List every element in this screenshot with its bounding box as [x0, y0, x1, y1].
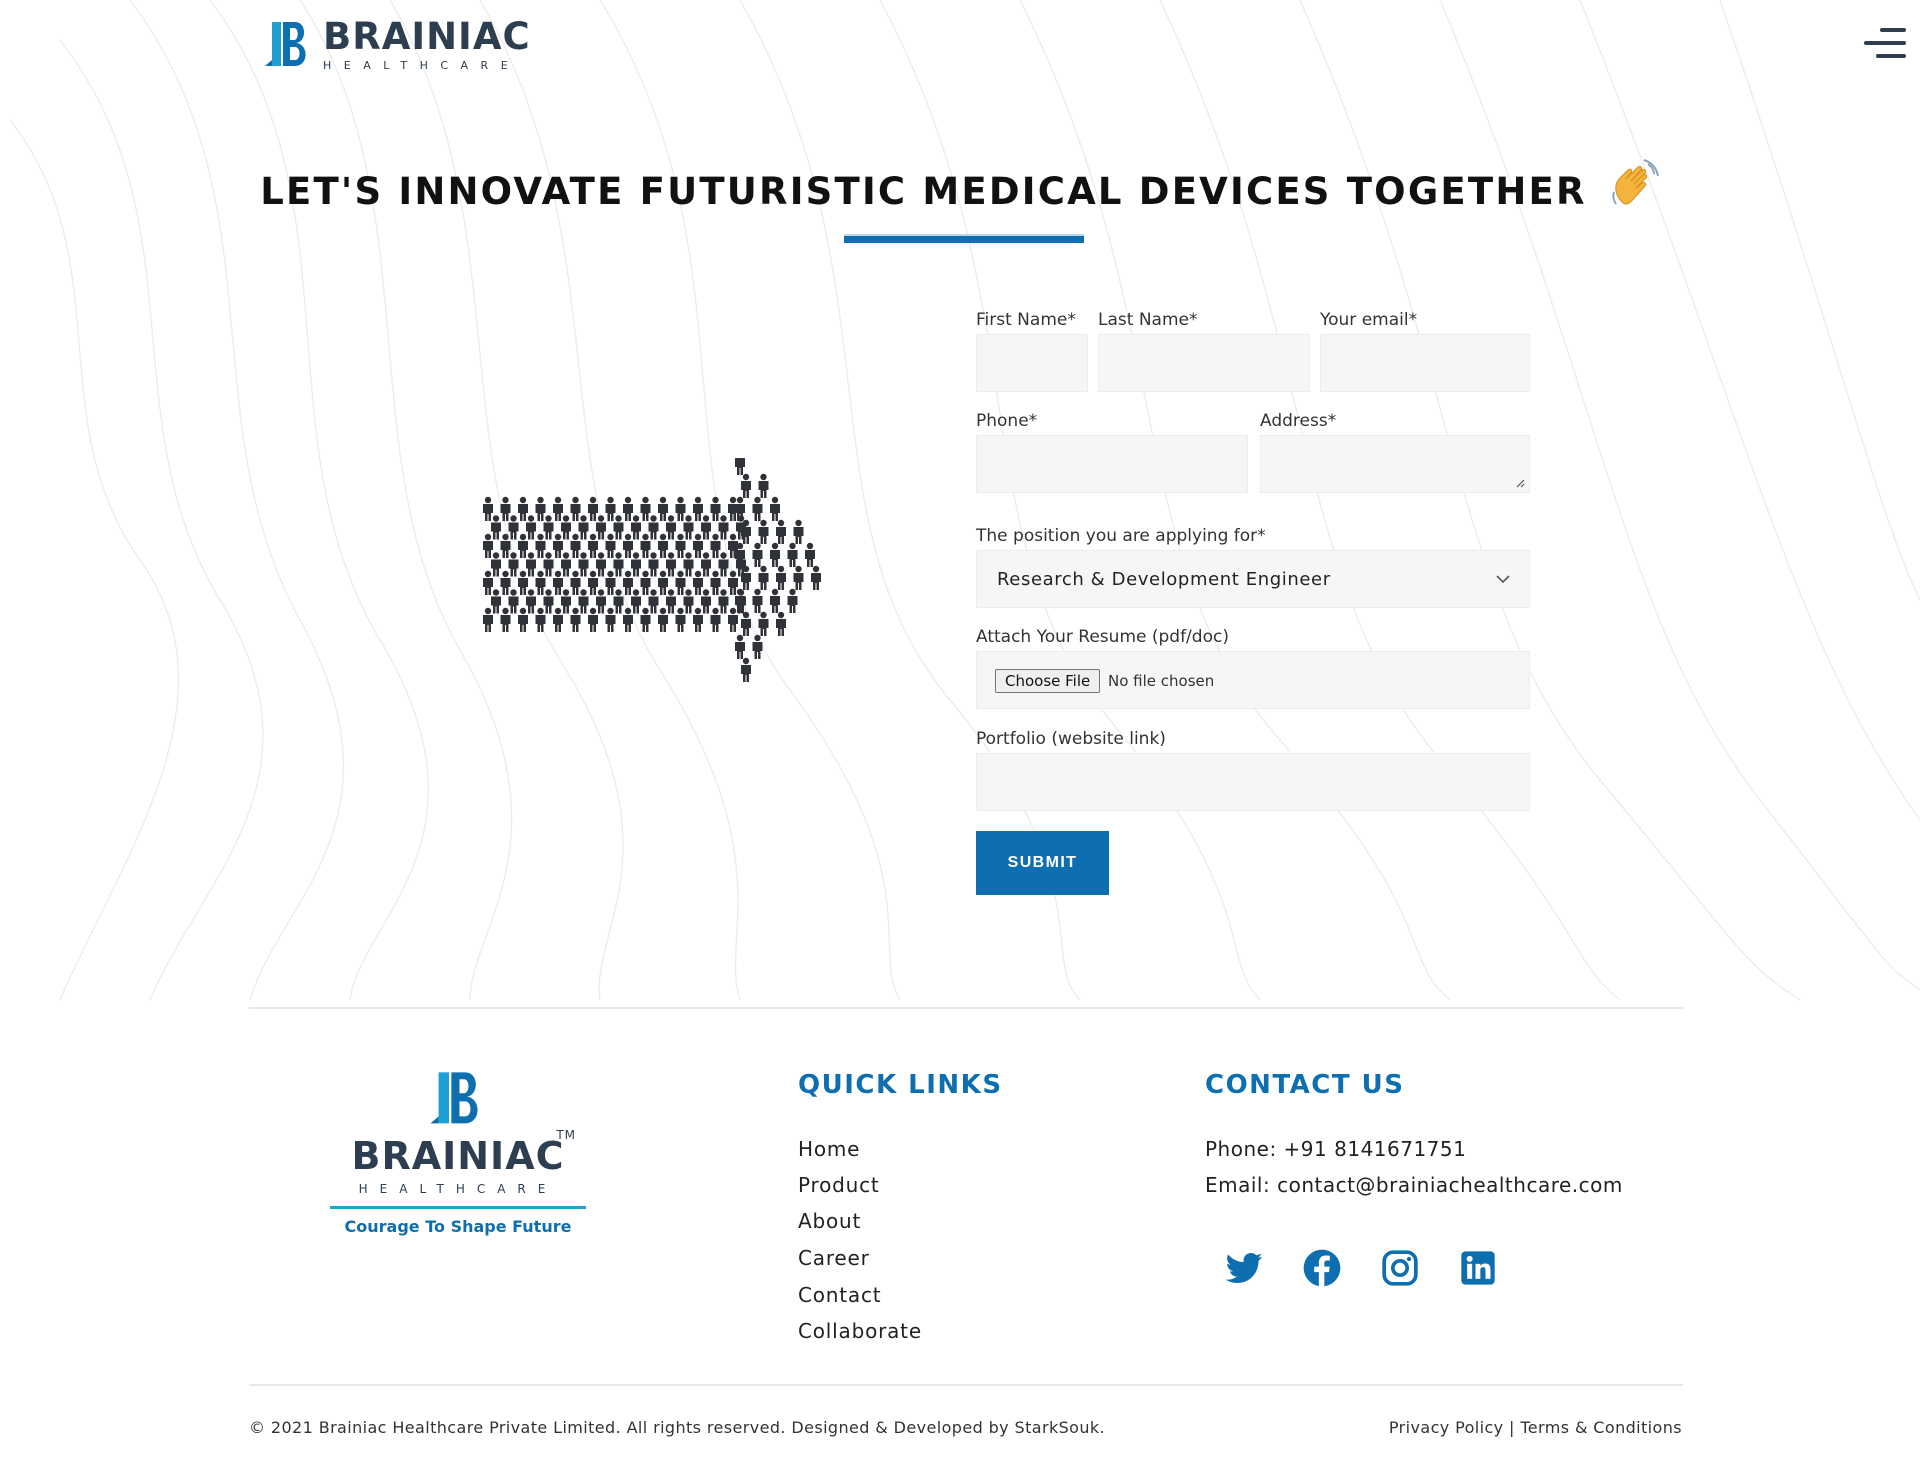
person-figure: [741, 658, 751, 682]
header-logo[interactable]: [263, 15, 531, 72]
person-figure: [658, 571, 668, 595]
last-name-label: Last Name*: [1098, 310, 1198, 330]
person-figure: [526, 552, 536, 576]
waving-hand-icon: [1608, 158, 1660, 210]
person-figure: [544, 515, 554, 539]
person-figure: [741, 612, 751, 636]
legal-separator: |: [1509, 1418, 1515, 1437]
person-figure: [693, 497, 703, 521]
footer-link-contact[interactable]: Contact: [798, 1283, 882, 1307]
person-figure: [776, 520, 786, 544]
chevron-down-icon: [1495, 573, 1511, 585]
person-figure: [753, 635, 763, 659]
person-figure: [711, 571, 721, 595]
person-figure: [588, 497, 598, 521]
person-figure: [759, 520, 769, 544]
person-figure: [676, 534, 686, 558]
person-figure: [641, 571, 651, 595]
resume-file-field: [976, 651, 1530, 709]
person-figure: [509, 515, 519, 539]
person-figure: [741, 474, 751, 498]
person-figure: [753, 543, 763, 567]
instagram-icon[interactable]: [1380, 1248, 1420, 1288]
footer-logo-underline: [330, 1206, 586, 1209]
person-figure: [501, 497, 511, 521]
address-label: Address*: [1260, 411, 1337, 431]
hamburger-menu-icon[interactable]: [1864, 28, 1906, 60]
person-figure: [501, 608, 511, 632]
person-figure: [561, 515, 571, 539]
person-figure: [658, 534, 668, 558]
person-figure: [571, 534, 581, 558]
person-figure: [759, 612, 769, 636]
person-figure: [788, 589, 798, 613]
person-figure: [693, 534, 703, 558]
portfolio-label: Portfolio (website link): [976, 729, 1166, 749]
person-figure: [684, 552, 694, 576]
logo-subtitle: HEALTHCARE: [323, 59, 521, 72]
person-figure: [501, 534, 511, 558]
logo-wordmark: BRAINIAC: [323, 15, 531, 58]
person-figure: [518, 534, 528, 558]
person-figure: [483, 497, 493, 521]
footer-logo-word: BRAINIAC: [351, 1134, 565, 1178]
person-figure: [518, 571, 528, 595]
person-figure: [649, 515, 659, 539]
person-figure: [693, 571, 703, 595]
phone-label: Phone*: [976, 411, 1038, 431]
footer-top-divider: [249, 1007, 1683, 1009]
page-title-text: LET'S INNOVATE FUTURISTIC MEDICAL DEVICES TOGETHER: [260, 170, 1587, 213]
brainiac-logo-mark-icon: [263, 20, 311, 70]
person-figure: [623, 571, 633, 595]
email-input[interactable]: [1321, 335, 1529, 391]
person-figure: [719, 589, 729, 613]
portfolio-field[interactable]: [976, 753, 1530, 811]
email-label: Your email*: [1320, 310, 1418, 330]
footer-bottom-divider: [249, 1384, 1683, 1386]
person-figure: [544, 552, 554, 576]
email-field[interactable]: [1320, 334, 1530, 392]
person-figure: [588, 608, 598, 632]
person-figure: [711, 534, 721, 558]
person-figure: [623, 608, 633, 632]
person-figure: [701, 589, 711, 613]
person-figure: [631, 515, 641, 539]
person-figure: [571, 497, 581, 521]
person-figure: [719, 515, 729, 539]
person-figure: [735, 458, 745, 475]
person-figure: [684, 515, 694, 539]
last-name-input[interactable]: [1099, 335, 1309, 391]
position-select[interactable]: [976, 550, 1530, 608]
person-figure: [606, 608, 616, 632]
phone-input[interactable]: [977, 436, 1247, 492]
person-figure: [579, 552, 589, 576]
person-figure: [553, 497, 563, 521]
person-figure: [693, 608, 703, 632]
person-figure: [805, 543, 815, 567]
person-figure: [491, 552, 501, 576]
person-figure: [676, 497, 686, 521]
person-figure: [776, 566, 786, 590]
person-figure: [719, 552, 729, 576]
person-figure: [491, 589, 501, 613]
person-figure: [544, 589, 554, 613]
first-name-label: First Name*: [976, 310, 1076, 330]
person-figure: [561, 552, 571, 576]
person-figure: [770, 589, 780, 613]
person-figure: [794, 566, 804, 590]
person-figure: [649, 552, 659, 576]
contact-email[interactable]: Email: contact@brainiachealthcare.com: [1205, 1173, 1623, 1197]
footer-logo[interactable]: [330, 1070, 586, 1236]
footer-link-collaborate[interactable]: Collaborate: [798, 1319, 922, 1343]
person-figure: [596, 515, 606, 539]
portfolio-input[interactable]: [977, 754, 1529, 810]
page-title: [0, 158, 1920, 213]
person-figure: [759, 474, 769, 498]
person-figure: [631, 552, 641, 576]
submit-button[interactable]: SUBMIT: [976, 831, 1109, 895]
person-figure: [553, 608, 563, 632]
person-figure: [526, 515, 536, 539]
last-name-field[interactable]: [1098, 334, 1310, 392]
person-figure: [641, 608, 651, 632]
person-figure: [606, 534, 616, 558]
person-figure: [623, 534, 633, 558]
choose-file-button[interactable]: Choose File: [995, 669, 1100, 693]
contact-phone[interactable]: Phone: +91 8141671751: [1205, 1137, 1467, 1161]
person-figure: [614, 515, 624, 539]
footer-link-career[interactable]: Career: [798, 1246, 870, 1270]
footer-link-home[interactable]: Home: [798, 1137, 861, 1161]
person-figure: [588, 571, 598, 595]
person-figure: [518, 608, 528, 632]
copyright-text: © 2021 Brainiac Healthcare Private Limited. All rights reserved. Designed & Developed by StarkSouk.: [249, 1418, 1106, 1437]
person-figure: [759, 566, 769, 590]
person-figure: [536, 608, 546, 632]
person-figure: [770, 543, 780, 567]
person-figure: [483, 534, 493, 558]
phone-field[interactable]: [976, 435, 1248, 493]
legal-links: [1389, 1418, 1682, 1437]
person-figure: [571, 571, 581, 595]
person-figure: [711, 497, 721, 521]
person-figure: [483, 608, 493, 632]
person-figure: [536, 571, 546, 595]
person-figure: [676, 608, 686, 632]
terms-conditions-link[interactable]: Terms & Conditions: [1520, 1418, 1682, 1437]
person-figure: [606, 497, 616, 521]
person-figure: [483, 571, 493, 595]
person-figure: [553, 571, 563, 595]
person-figure: [501, 571, 511, 595]
person-figure: [536, 497, 546, 521]
contact-us-heading: CONTACT US: [1205, 1070, 1405, 1100]
person-figure: [518, 497, 528, 521]
footer-logo-wordmark: [330, 1128, 586, 1178]
person-figure: [666, 515, 676, 539]
person-figure: [641, 497, 651, 521]
person-figure: [526, 589, 536, 613]
person-figure: [684, 589, 694, 613]
brainiac-logo-mark-icon: [428, 1070, 484, 1128]
position-selected-value: Research & Development Engineer: [997, 569, 1331, 590]
person-figure: [491, 515, 501, 539]
person-figure: [788, 543, 798, 567]
footer-tagline: Courage To Shape Future: [344, 1217, 572, 1236]
person-figure: [509, 589, 519, 613]
person-figure: [735, 635, 745, 659]
quick-links-heading: QUICK LINKS: [798, 1070, 1003, 1100]
person-figure: [753, 589, 763, 613]
person-figure: [596, 589, 606, 613]
person-figure: [571, 608, 581, 632]
crowd-arrow-illustration: [478, 458, 878, 718]
person-figure: [666, 552, 676, 576]
person-figure: [658, 608, 668, 632]
file-status-text: No file chosen: [1108, 672, 1215, 690]
person-figure: [596, 552, 606, 576]
person-figure: [553, 534, 563, 558]
person-figure: [623, 497, 633, 521]
title-underline: [844, 234, 1084, 243]
footer-link-product[interactable]: Product: [798, 1173, 880, 1197]
person-figure: [536, 534, 546, 558]
person-figure: [728, 608, 738, 632]
footer-logo-subtitle: HEALTHCARE: [358, 1182, 558, 1196]
person-figure: [606, 571, 616, 595]
person-figure: [658, 497, 668, 521]
person-figure: [770, 497, 780, 521]
linkedin-icon[interactable]: [1458, 1248, 1498, 1288]
position-label: The position you are applying for*: [976, 526, 1266, 546]
person-figure: [701, 515, 711, 539]
first-name-field[interactable]: [976, 334, 1088, 392]
resume-label: Attach Your Resume (pdf/doc): [976, 627, 1229, 647]
person-figure: [728, 571, 738, 595]
facebook-icon[interactable]: [1302, 1248, 1342, 1288]
person-figure: [579, 515, 589, 539]
first-name-input[interactable]: [977, 335, 1087, 391]
person-figure: [711, 608, 721, 632]
person-figure: [666, 589, 676, 613]
privacy-policy-link[interactable]: Privacy Policy: [1388, 1418, 1504, 1437]
person-figure: [579, 589, 589, 613]
person-figure: [776, 612, 786, 636]
person-figure: [753, 497, 763, 521]
person-figure: [631, 589, 641, 613]
footer-link-about[interactable]: About: [798, 1209, 862, 1233]
person-figure: [509, 552, 519, 576]
person-figure: [794, 520, 804, 544]
person-figure: [561, 589, 571, 613]
person-figure: [701, 552, 711, 576]
person-figure: [649, 589, 659, 613]
resize-handle-icon[interactable]: [1516, 479, 1525, 488]
address-textarea[interactable]: [1260, 435, 1530, 493]
person-figure: [614, 552, 624, 576]
person-figure: [588, 534, 598, 558]
person-figure: [614, 589, 624, 613]
twitter-icon[interactable]: [1224, 1248, 1264, 1288]
person-figure: [676, 571, 686, 595]
trademark-mark: TM: [556, 1128, 576, 1142]
person-figure: [811, 566, 821, 590]
person-figure: [641, 534, 651, 558]
